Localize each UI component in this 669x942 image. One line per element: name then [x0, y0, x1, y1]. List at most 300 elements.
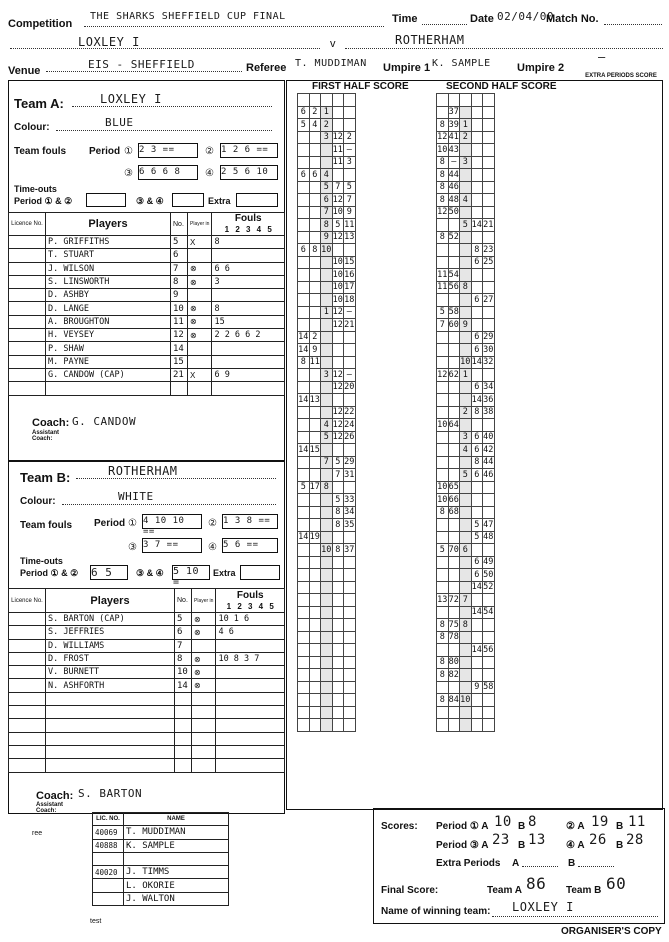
player-fouls: 8	[212, 236, 285, 249]
score-cell: 3	[321, 131, 333, 144]
player-name	[46, 706, 175, 719]
score-cell	[332, 606, 344, 619]
score-cell: 12	[332, 369, 343, 380]
player-name: T. STUART	[46, 249, 171, 262]
team-b-timeouts-extra	[240, 565, 280, 580]
officials-side-label-1: ree	[32, 830, 43, 837]
score-row	[437, 294, 495, 307]
score-cell: 10	[460, 694, 471, 705]
player-row	[9, 382, 285, 395]
team-a-fouls-label: Team fouls	[14, 146, 67, 157]
score-col-header	[448, 94, 460, 107]
score-row	[437, 219, 495, 232]
score-cell	[460, 169, 472, 182]
score-cell: 6	[471, 431, 483, 444]
team-a-colour-label: Colour:	[14, 122, 50, 133]
score-cell	[448, 556, 460, 569]
score-cell: 5	[471, 531, 483, 544]
score-cell	[460, 669, 472, 682]
score-cell	[309, 456, 321, 469]
score-cell	[298, 519, 310, 532]
player-number: 8	[175, 652, 192, 665]
umpire2-label: Umpire 2	[517, 62, 565, 74]
score-cell	[483, 544, 495, 557]
score-cell	[309, 656, 321, 669]
player-number	[171, 382, 188, 395]
referee-label: Referee	[246, 62, 287, 74]
score-cell	[298, 406, 310, 419]
score-cell: 78	[448, 632, 459, 643]
score-cell	[321, 344, 333, 357]
scores-p1-label: Period ① A	[436, 821, 489, 832]
score-cell: 3	[460, 431, 472, 444]
player-row	[9, 626, 285, 639]
score-cell: 82	[448, 669, 459, 680]
score-cell	[437, 431, 449, 444]
score-cell	[298, 369, 310, 382]
score-row	[437, 644, 495, 657]
score-cell	[298, 281, 310, 294]
score-cell	[332, 344, 344, 357]
score-cell: 8	[437, 194, 449, 207]
score-row	[298, 181, 356, 194]
team-a-p1-circle: ①	[124, 146, 133, 157]
player-number	[175, 692, 192, 705]
score-cell: 14	[298, 332, 309, 343]
score-cell: 12	[437, 207, 448, 218]
match-no-label: Match No.	[546, 13, 599, 25]
score-cell: 46	[448, 182, 459, 193]
score-cell: 42	[483, 444, 494, 455]
score-cell: 9	[321, 231, 333, 244]
score-row	[298, 431, 356, 444]
team-a-extra-label: Extra	[208, 196, 231, 206]
score-cell: 6	[471, 381, 483, 394]
score-cell: 50	[483, 569, 494, 580]
score-row	[298, 531, 356, 544]
score-row	[437, 506, 495, 519]
score-cell: 70	[448, 544, 459, 555]
player-in-mark	[192, 759, 216, 772]
team-b-timeouts-p12: 6 5	[90, 565, 128, 580]
score-cell	[321, 356, 333, 369]
score-cell	[460, 419, 472, 432]
score-cell	[298, 669, 310, 682]
player-licence	[9, 262, 46, 275]
team-b-timeouts-p34: 5 10 =	[172, 565, 210, 580]
score-cell	[437, 256, 449, 269]
score-cell	[332, 444, 344, 457]
score-cell	[321, 444, 333, 457]
score-row	[437, 344, 495, 357]
player-licence	[9, 249, 46, 262]
score-cell	[344, 656, 356, 669]
player-number: 6	[175, 626, 192, 639]
player-fouls: 15	[212, 315, 285, 328]
score-cell: 8	[437, 181, 449, 194]
team-b-timeouts-label: Time-outs	[20, 556, 63, 566]
score-cell	[309, 519, 321, 532]
score-cell	[298, 644, 310, 657]
player-fouls	[212, 342, 285, 355]
score-cell	[460, 681, 472, 694]
score-cell: 8	[471, 456, 483, 469]
official-lic	[93, 879, 124, 892]
score-cell: 11	[332, 144, 343, 155]
score-cell	[309, 544, 321, 557]
score-row	[437, 331, 495, 344]
scores-extra-label: Extra Periods	[436, 858, 501, 869]
score-cell	[448, 606, 460, 619]
score-cell	[332, 356, 344, 369]
score-cell: 21	[344, 319, 355, 330]
score-cell	[460, 706, 472, 719]
player-in-mark: ⊗	[192, 666, 216, 679]
player-fouls: 6 6	[212, 262, 285, 275]
score-cell	[460, 144, 472, 157]
player-number: 7	[171, 262, 188, 275]
score-cell: 13	[437, 594, 448, 605]
score-cell: 7	[332, 181, 344, 194]
score-cell: 6	[471, 256, 483, 269]
player-name	[46, 759, 175, 772]
score-cell: 43	[448, 144, 459, 155]
score-cell: 23	[483, 244, 494, 255]
score-cell	[344, 531, 356, 544]
player-licence	[9, 329, 46, 342]
score-col-header	[309, 94, 321, 107]
first-half-label: FIRST HALF SCORE	[312, 81, 409, 92]
score-cell: 9	[344, 206, 356, 219]
score-row	[437, 319, 495, 332]
score-row	[437, 481, 495, 494]
score-row	[437, 469, 495, 482]
score-cell	[321, 494, 333, 507]
second-half-grid	[436, 93, 495, 732]
score-cell	[460, 294, 472, 307]
score-cell	[471, 619, 483, 632]
score-cell	[332, 681, 344, 694]
player-fouls: 8	[212, 302, 285, 315]
player-in-mark: ⊗	[188, 315, 212, 328]
score-cell	[448, 394, 460, 407]
score-cell	[471, 656, 483, 669]
official-name: J. WALTON	[124, 892, 229, 905]
score-cell	[298, 581, 310, 594]
score-cell	[471, 144, 483, 157]
score-cell	[298, 131, 310, 144]
team-b-fouls-label: Team fouls	[20, 520, 73, 531]
score-cell	[344, 694, 356, 707]
score-cell	[437, 344, 449, 357]
score-col-header	[298, 94, 310, 107]
score-cell	[437, 444, 449, 457]
score-cell: 34	[344, 507, 355, 518]
player-in-mark: ⊗	[192, 613, 216, 626]
score-cell: 15	[309, 444, 320, 455]
score-row	[298, 681, 356, 694]
score-cell	[321, 681, 333, 694]
score-cell	[309, 306, 321, 319]
official-lic	[93, 852, 124, 865]
score-cell	[332, 694, 344, 707]
scores-p3-b: 13	[528, 832, 546, 848]
score-cell: 14	[471, 607, 482, 618]
score-cell: 13	[309, 394, 320, 405]
score-row	[437, 581, 495, 594]
player-in-mark	[192, 745, 216, 758]
extra-periods-label: EXTRA PERIODS SCORE	[585, 73, 657, 79]
team-b-fouls-p4: 5 6 ==	[222, 538, 278, 553]
score-cell	[298, 144, 310, 157]
score-row	[298, 319, 356, 332]
score-cell	[298, 619, 310, 632]
score-cell	[448, 444, 460, 457]
score-cell: 2	[309, 106, 321, 119]
score-row	[437, 194, 495, 207]
score-cell	[448, 219, 460, 232]
player-fouls: 10 1 6	[216, 613, 285, 626]
score-cell: 72	[448, 594, 459, 605]
score-cell	[332, 394, 344, 407]
score-cell: 37	[344, 544, 355, 555]
player-fouls	[216, 759, 285, 772]
player-row	[9, 355, 285, 368]
player-number	[175, 759, 192, 772]
player-licence	[9, 275, 46, 288]
score-cell	[437, 681, 449, 694]
score-cell: 6	[321, 194, 333, 207]
score-cell: 27	[483, 294, 494, 305]
score-cell	[448, 681, 460, 694]
score-cell	[344, 481, 356, 494]
score-cell	[483, 144, 495, 157]
score-cell	[321, 256, 333, 269]
team-b-p4-circle: ④	[208, 542, 217, 553]
score-cell	[309, 581, 321, 594]
venue-value: EIS - SHEFFIELD	[88, 58, 195, 71]
score-cell	[332, 106, 344, 119]
player-row	[9, 745, 285, 758]
score-cell	[298, 594, 310, 607]
score-cell	[483, 594, 495, 607]
scores-p4-label: ④ A	[566, 840, 585, 851]
team-a-p3-circle: ③	[124, 168, 133, 179]
team-b-p3-circle: ③	[128, 542, 137, 553]
final-b-score: 60	[606, 874, 627, 893]
scores-p3-b-label: B	[518, 840, 526, 851]
score-cell: 11	[437, 282, 448, 293]
score-cell	[309, 406, 321, 419]
score-row	[298, 169, 356, 182]
score-row	[298, 419, 356, 432]
score-row	[298, 144, 356, 157]
score-cell	[344, 119, 356, 132]
player-number: 9	[171, 289, 188, 302]
score-cell: 6	[298, 106, 310, 119]
score-cell	[298, 631, 310, 644]
score-cell	[298, 219, 310, 232]
score-cell: 4	[460, 444, 472, 457]
score-cell	[344, 331, 356, 344]
score-cell: 7	[332, 469, 344, 482]
score-cell	[460, 656, 472, 669]
player-row	[9, 249, 285, 262]
player-row	[9, 759, 285, 772]
score-cell: 8	[321, 481, 333, 494]
score-cell	[309, 606, 321, 619]
team-b-name: ROTHERHAM	[108, 464, 178, 478]
score-cell	[321, 606, 333, 619]
no-header: No.	[171, 213, 188, 236]
score-cell: 5	[471, 519, 483, 532]
player-licence	[9, 745, 46, 758]
score-row	[437, 131, 495, 144]
score-cell: 58	[448, 307, 459, 318]
score-cell	[321, 319, 333, 332]
score-cell	[344, 706, 356, 719]
score-cell	[437, 394, 449, 407]
team-a-fouls-p2: 1 2 6 ==	[220, 143, 278, 158]
score-col-header	[332, 94, 344, 107]
score-cell	[321, 619, 333, 632]
player-fouls	[216, 692, 285, 705]
score-cell: 6	[471, 331, 483, 344]
score-cell	[483, 369, 495, 382]
score-cell	[321, 644, 333, 657]
score-cell: 5	[332, 219, 344, 232]
score-cell	[344, 669, 356, 682]
no-header: No.	[175, 589, 192, 613]
score-cell: 4	[321, 169, 333, 182]
official-row	[93, 879, 229, 892]
score-cell	[321, 531, 333, 544]
score-cell	[460, 206, 472, 219]
score-cell	[309, 256, 321, 269]
score-cell: 8	[437, 694, 449, 707]
score-cell: 80	[448, 657, 459, 668]
score-cell: 10	[321, 544, 332, 555]
score-cell	[437, 606, 449, 619]
score-cell	[298, 206, 310, 219]
score-cell	[448, 256, 460, 269]
score-cell: 37	[448, 107, 459, 118]
player-licence	[9, 639, 46, 652]
score-cell	[332, 656, 344, 669]
score-cell	[483, 206, 495, 219]
score-cell: 10	[332, 282, 343, 293]
score-cell	[298, 569, 310, 582]
player-in-mark	[188, 249, 212, 262]
final-b-label: Team B	[566, 885, 602, 896]
score-cell	[471, 156, 483, 169]
score-cell: 8	[437, 631, 449, 644]
score-cell	[309, 156, 321, 169]
score-cell	[309, 181, 321, 194]
score-cell	[344, 444, 356, 457]
score-cell	[483, 506, 495, 519]
score-cell	[298, 506, 310, 519]
player-name: A. BROUGHTON	[46, 315, 171, 328]
score-cell	[471, 719, 483, 732]
player-number: 14	[171, 342, 188, 355]
score-row	[437, 394, 495, 407]
team-a-fouls-p3: 6 6 6 8	[138, 165, 198, 180]
score-cell	[448, 456, 460, 469]
score-cell	[471, 369, 483, 382]
player-in-mark	[192, 719, 216, 732]
score-row	[437, 494, 495, 507]
score-cell: 48	[448, 194, 459, 205]
score-cell: 11	[332, 157, 343, 168]
score-cell: 8	[309, 244, 321, 257]
score-cell: 14	[471, 394, 482, 405]
player-fouls	[216, 719, 285, 732]
score-cell	[460, 581, 472, 594]
lic-no-header: LIC. NO.	[93, 813, 124, 826]
score-cell	[332, 569, 344, 582]
score-cell	[437, 569, 449, 582]
team-a-label: Team A:	[14, 96, 64, 111]
team-b-fouls-p3: 3 7 ==	[142, 538, 202, 553]
official-name: J. TIMMS	[124, 866, 229, 879]
score-cell	[471, 169, 483, 182]
player-row	[9, 652, 285, 665]
official-lic: 40888	[93, 839, 124, 852]
date-value: 02/04/00	[497, 10, 554, 23]
player-in-mark	[192, 692, 216, 705]
score-cell: 8	[437, 119, 449, 132]
player-licence	[9, 368, 46, 381]
score-row	[298, 469, 356, 482]
score-cell	[460, 506, 472, 519]
score-cell: 21	[483, 219, 494, 230]
score-cell	[321, 406, 333, 419]
score-cell: 1	[460, 119, 472, 132]
player-licence	[9, 719, 46, 732]
player-fouls	[212, 249, 285, 262]
score-row	[298, 494, 356, 507]
score-cell: 8	[437, 231, 449, 244]
score-row	[298, 481, 356, 494]
officials-table	[92, 812, 229, 906]
score-cell: 54	[483, 607, 494, 618]
player-number	[175, 706, 192, 719]
score-cell	[309, 381, 321, 394]
score-cell	[321, 519, 333, 532]
score-cell	[460, 306, 472, 319]
player-in-mark: X	[188, 236, 212, 249]
score-cell	[344, 556, 356, 569]
team-b-timeouts-p34-label: ③ & ④	[136, 568, 164, 578]
score-cell: 5	[460, 219, 472, 232]
score-cell: 2	[344, 131, 356, 144]
score-cell	[471, 106, 483, 119]
score-cell	[460, 381, 472, 394]
score-row	[298, 306, 356, 319]
score-cell	[483, 169, 495, 182]
team-a-timeouts-label: Time-outs	[14, 184, 57, 194]
score-cell: 8	[471, 244, 483, 257]
score-cell	[309, 681, 321, 694]
player-fouls	[216, 679, 285, 692]
score-cell: 10	[437, 482, 448, 493]
players-header: Players	[46, 589, 175, 613]
player-licence	[9, 613, 46, 626]
score-row	[298, 356, 356, 369]
score-cell	[471, 181, 483, 194]
score-cell: —	[448, 156, 460, 169]
